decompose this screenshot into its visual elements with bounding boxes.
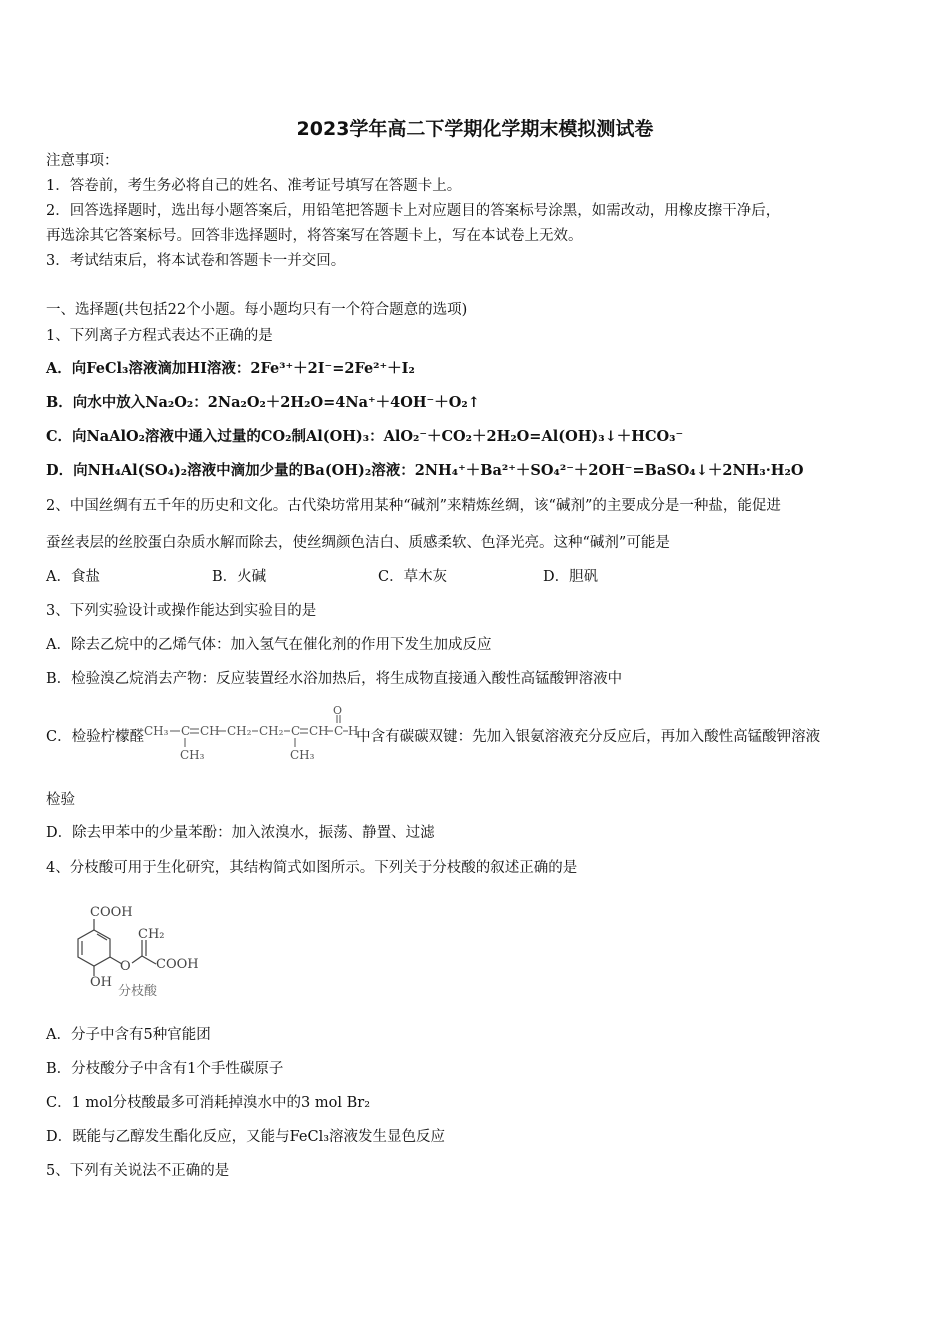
q1-option-b: B．向水中放入Na₂O₂：2Na₂O₂＋2H₂O=4Na⁺＋4OH⁻＋O₂↑	[46, 394, 480, 411]
q3-option-c-cont: 检验	[46, 792, 75, 808]
svg-text:COOH: COOH	[156, 957, 199, 972]
svg-text:OH: OH	[90, 975, 112, 990]
notice-item: 2．回答选择题时，选出每小题答案后，用铅笔把答题卡上对应题目的答案标号涂黑，如需改动，用橡皮擦干净后，	[46, 203, 781, 219]
notice-item: 1．答卷前，考生务必将自己的姓名、准考证号填写在答题卡上。	[46, 178, 462, 194]
svg-text:分枝酸: 分枝酸	[118, 984, 158, 999]
q4-stem: 4、分枝酸可用于生化研究，其结构简式如图所示。下列关于分枝酸的叙述正确的是	[46, 860, 578, 876]
svg-text:O: O	[333, 704, 343, 717]
q3-option-a: A．除去乙烷中的乙烯气体：加入氢气在催化剂的作用下发生加成反应	[46, 637, 492, 653]
svg-text:CH₂: CH₂	[227, 724, 252, 738]
q3-option-b: B．检验溴乙烷消去产物：反应装置经水浴加热后，将生成物直接通入酸性高锰酸钾溶液中	[46, 671, 623, 687]
q3-option-c	[46, 706, 910, 768]
q4-option-d: D．既能与乙醇发生酯化反应，又能与FeCl₃溶液发生显色反应	[46, 1129, 446, 1145]
q2-option-a: A．食盐	[46, 569, 100, 585]
q3-stem: 3、下列实验设计或操作能达到实验目的是	[46, 603, 317, 619]
notice-heading: 注意事项：	[46, 153, 119, 169]
q1-option-d: D．向NH₄Al(SO₄)₂溶液中滴加少量的Ba(OH)₂溶液：2NH₄⁺＋Ba²⁺＋SO₄²⁻＋2OH⁻=BaSO₄↓＋2NH₃·H₂O	[46, 462, 804, 479]
q4-option-b: B．分枝酸分子中含有1个手性碳原子	[46, 1061, 284, 1077]
q1-option-a: A．向FeCl₃溶液滴加HI溶液：2Fe³⁺＋2I⁻=2Fe²⁺＋I₂	[46, 360, 415, 377]
q3-option-c-pre: C．检验柠檬醛	[46, 729, 145, 745]
svg-text:CH₂: CH₂	[138, 927, 165, 942]
q4-option-c: C．1 mol分枝酸最多可消耗掉溴水中的3 mol Br₂	[46, 1095, 371, 1111]
svg-text:O: O	[120, 959, 131, 974]
svg-text:H: H	[348, 724, 359, 738]
svg-text:CH: CH	[309, 724, 329, 738]
citral-structure	[144, 704, 359, 767]
q2-option-d: D．胆矾	[543, 569, 599, 585]
q1-option-c: C．向NaAlO₂溶液中通入过量的CO₂制Al(OH)₃：AlO₂⁻＋CO₂＋2H₂O=Al(OH)₃↓＋HCO₃⁻	[46, 428, 684, 445]
q2-option-b: B．火碱	[212, 569, 267, 585]
q5-stem: 5、下列有关说法不正确的是	[46, 1163, 230, 1179]
svg-text:COOH: COOH	[90, 905, 133, 920]
q1-stem: 1、下列离子方程式表达不正确的是	[46, 328, 273, 344]
notice-item: 再选涂其它答案标号。回答非选择题时，将答案写在答题卡上，写在本试卷上无效。	[46, 228, 583, 244]
svg-text:C: C	[334, 724, 344, 738]
q4-option-a: A．分子中含有5种官能团	[46, 1027, 211, 1043]
svg-text:CH: CH	[200, 724, 220, 738]
svg-text:CH₃: CH₃	[290, 748, 315, 762]
q3-option-d: D．除去甲苯中的少量苯酚：加入浓溴水，振荡、静置、过滤	[46, 825, 435, 841]
svg-text:CH₂: CH₂	[259, 724, 284, 738]
q3-option-c-post: 中含有碳碳双键：先加入银氨溶液充分反应后，再加入酸性高锰酸钾溶液	[356, 729, 821, 745]
svg-text:CH₃: CH₃	[180, 748, 205, 762]
page-title: 2023学年高二下学期化学期末模拟测试卷	[296, 118, 654, 140]
section-heading: 一、选择题(共包括22个小题。每小题均只有一个符合题意的选项)	[46, 302, 468, 318]
svg-text:C: C	[181, 724, 191, 738]
q2-option-c: C．草木灰	[378, 569, 448, 585]
notice-item: 3．考试结束后，将本试卷和答题卡一并交回。	[46, 253, 346, 269]
svg-text:CH₃: CH₃	[144, 724, 169, 738]
chorismic-acid-structure	[70, 900, 220, 1004]
q2-stem-cont: 蚕丝表层的丝胶蛋白杂质水解而除去，使丝绸颜色洁白、质感柔软、色泽光亮。这种“碱剂”可能是	[46, 535, 670, 551]
svg-text:C: C	[291, 724, 301, 738]
q2-stem: 2、中国丝绸有五千年的历史和文化。古代染坊常用某种“碱剂”来精炼丝绸，该“碱剂”的主要成分是一种盐，能促进	[46, 498, 781, 514]
